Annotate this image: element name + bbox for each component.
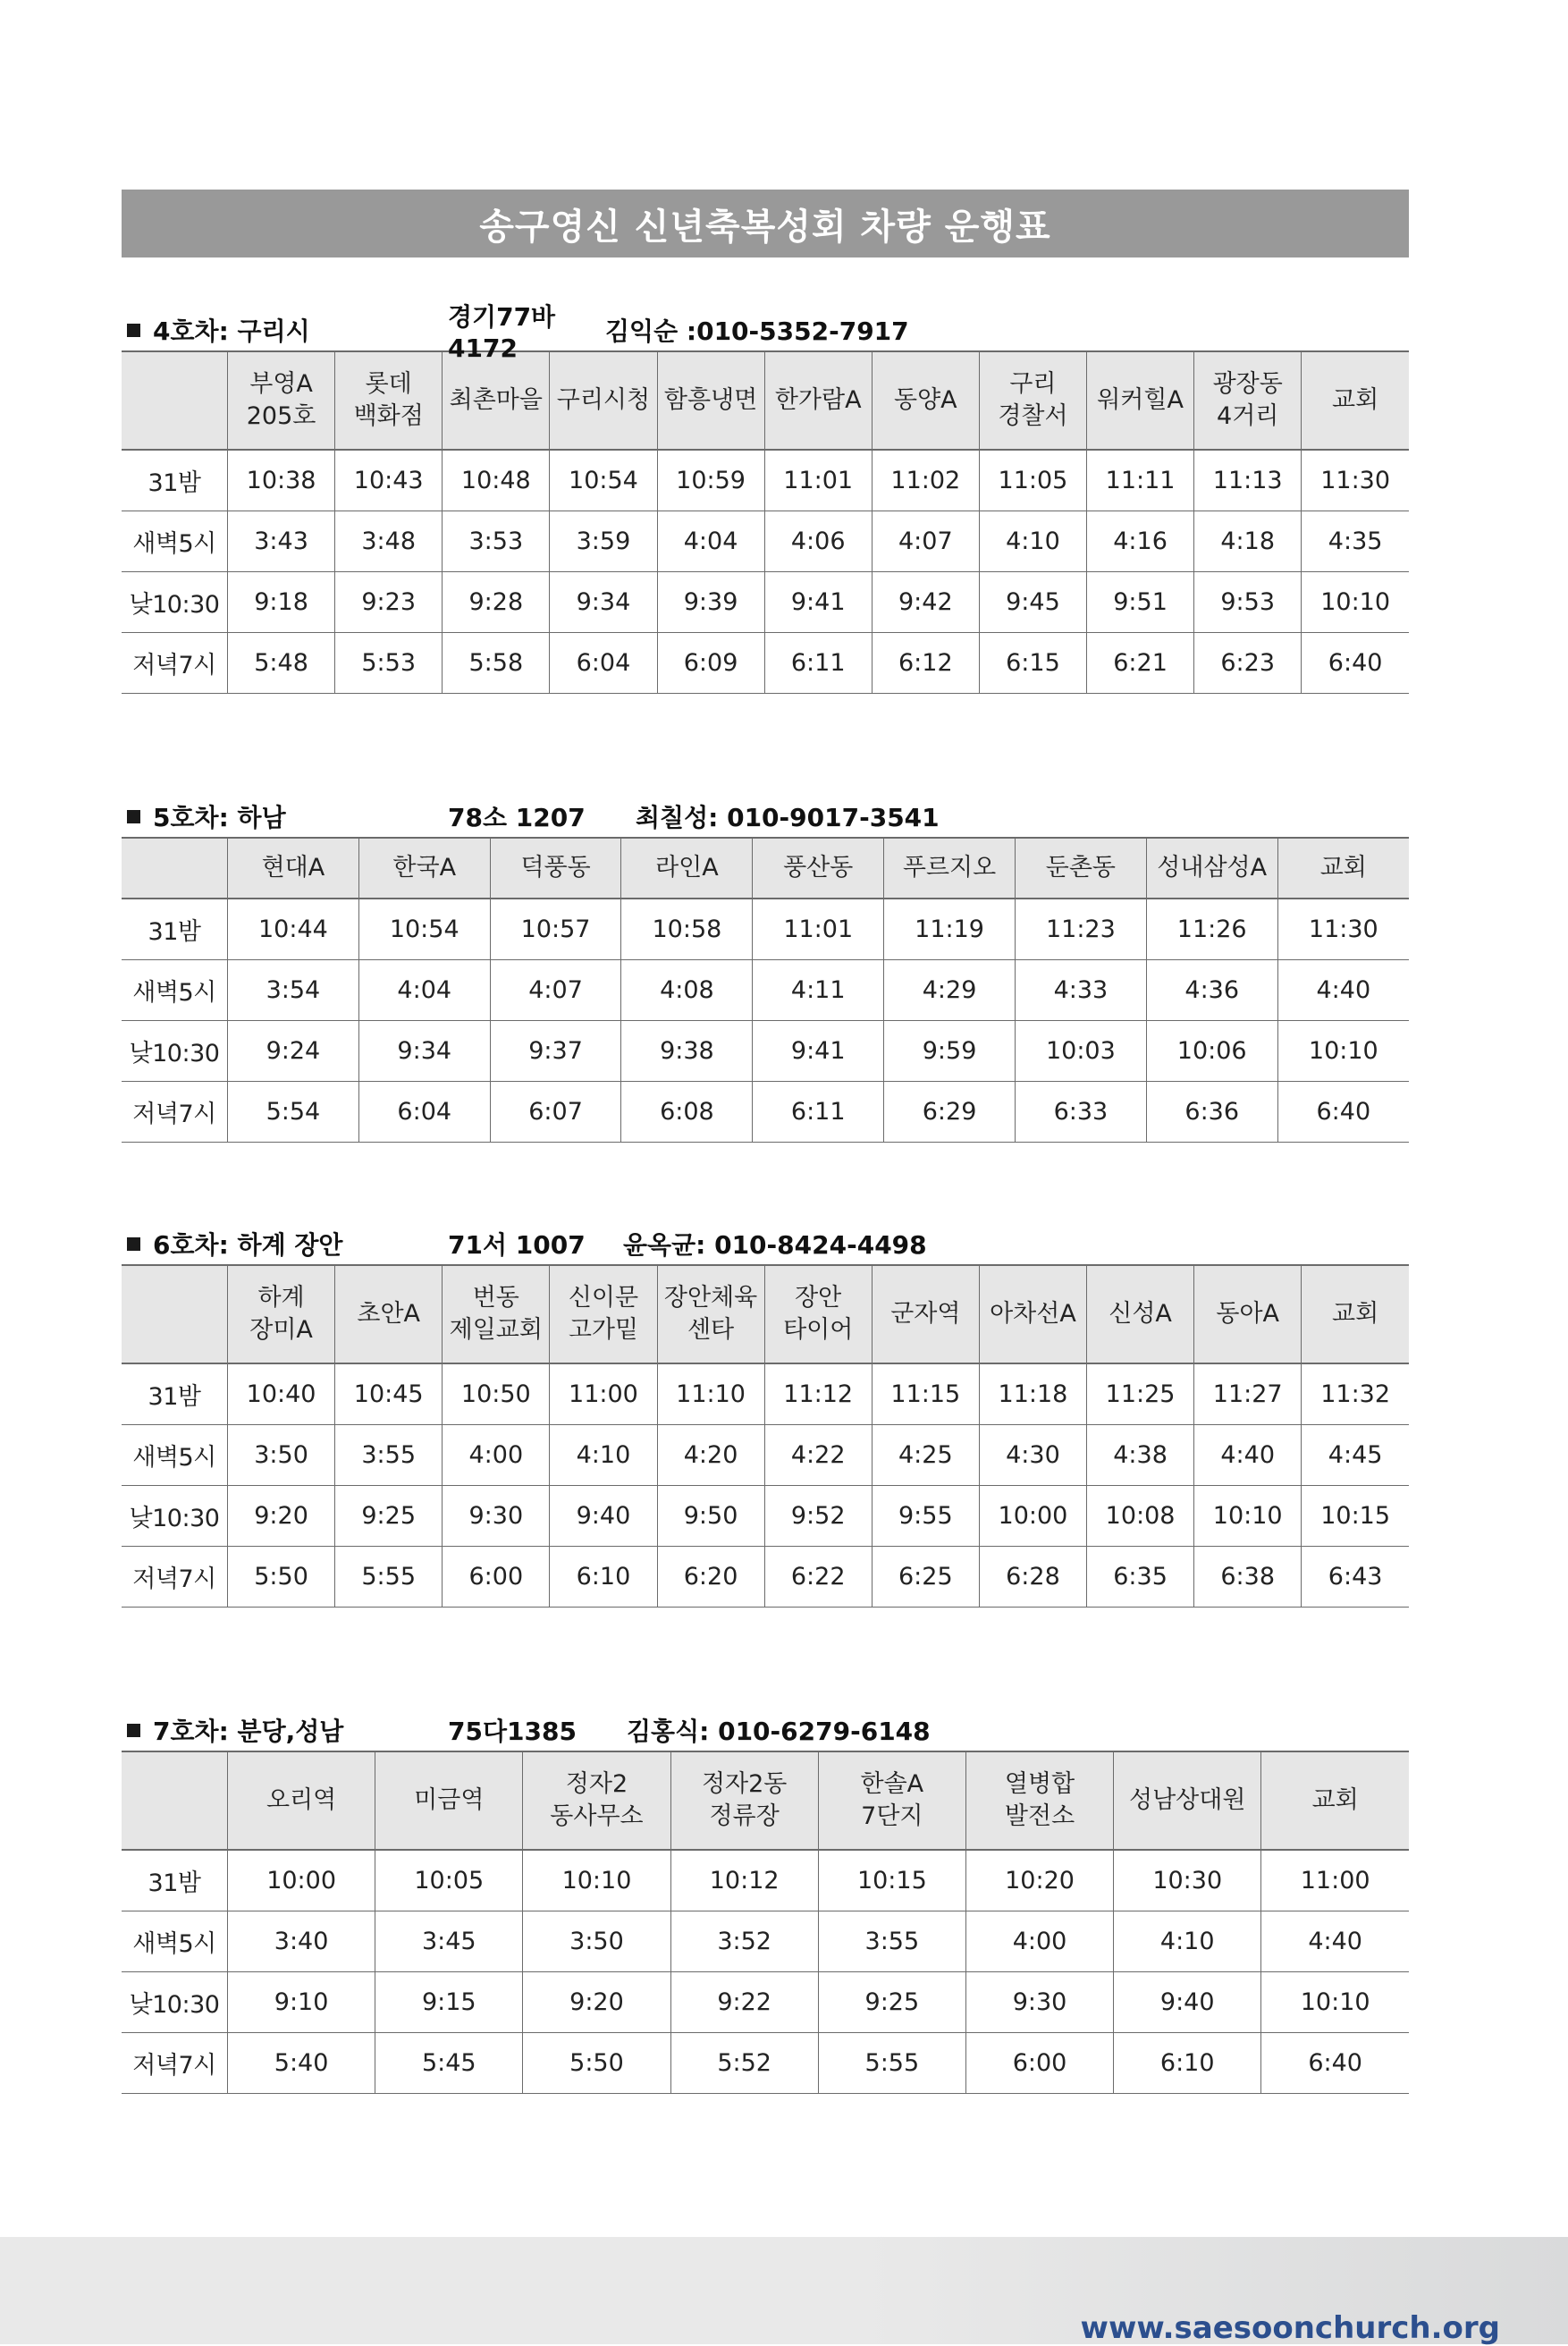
departure-time: 6:29 <box>884 1081 1016 1142</box>
table-row <box>122 959 1409 1020</box>
departure-time: 4:07 <box>490 959 621 1020</box>
departure-time: 5:58 <box>443 632 550 693</box>
departure-time: 6:43 <box>1328 1562 1383 1591</box>
departure-time: 10:10 <box>1320 587 1391 616</box>
table-row <box>122 632 1409 693</box>
header-corner-cell <box>122 1751 228 1850</box>
table-row <box>122 1020 1409 1081</box>
departure-time: 9:41 <box>753 1020 884 1081</box>
departure-time: 6:20 <box>657 1546 764 1607</box>
departure-time: 11:32 <box>1320 1380 1391 1408</box>
table-row <box>122 511 1409 571</box>
service-time-label: 새벽5시 <box>122 1424 228 1485</box>
departure-time: 6:12 <box>872 632 979 693</box>
header-corner-cell <box>122 351 228 450</box>
departure-time: 11:23 <box>1015 899 1146 959</box>
table-row <box>122 1424 1409 1485</box>
departure-time: 3:52 <box>670 1911 818 1971</box>
service-time-label: 새벽5시 <box>122 1911 228 1971</box>
departure-time: 9:30 <box>443 1485 550 1546</box>
bus-section-2 <box>122 796 1409 1143</box>
departure-time: 3:45 <box>375 1911 523 1971</box>
departure-time: 10:54 <box>358 899 490 959</box>
departure-time: 4:40 <box>1308 1927 1362 1955</box>
departure-time: 10:00 <box>228 1850 375 1911</box>
stop-name: 교회 <box>1311 1786 1359 1815</box>
departure-time: 5:55 <box>818 2032 965 2093</box>
stop-name: 하계 장미A <box>228 1265 335 1363</box>
departure-time: 3:48 <box>335 511 443 571</box>
stop-name: 풍산동 <box>753 838 884 899</box>
stop-name: 교회 <box>1319 854 1367 882</box>
driver-contact: 윤옥균: 010-8424-4498 <box>623 1230 927 1260</box>
service-time-label: 낮10:30 <box>122 1485 228 1546</box>
driver-contact: 김익순 :010-5352-7917 <box>605 316 909 346</box>
departure-time: 9:42 <box>872 571 979 632</box>
section-header <box>122 1709 1409 1751</box>
departure-time: 5:45 <box>375 2032 523 2093</box>
departure-time: 11:01 <box>753 899 884 959</box>
departure-time: 5:52 <box>670 2032 818 2093</box>
departure-time: 11:01 <box>764 450 872 511</box>
departure-time: 4:38 <box>1087 1424 1194 1485</box>
service-time-label: 낮10:30 <box>122 1971 228 2032</box>
stop-name: 성남상대원 <box>1114 1751 1261 1850</box>
service-time-label: 저녁7시 <box>122 2032 228 2093</box>
route-name: 6호차: 하계 장안 <box>153 1230 343 1260</box>
departure-time: 9:25 <box>335 1485 443 1546</box>
square-bullet-icon <box>127 1237 140 1251</box>
departure-time: 10:20 <box>965 1850 1113 1911</box>
departure-time: 6:40 <box>1328 648 1383 677</box>
departure-time: 6:11 <box>764 632 872 693</box>
stop-name: 동양A <box>872 351 979 450</box>
route-name: 5호차: 하남 <box>153 803 286 832</box>
departure-time: 9:40 <box>550 1485 657 1546</box>
stop-name: 정자2 동사무소 <box>523 1751 670 1850</box>
stop-name: 워커힐A <box>1087 351 1194 450</box>
departure-time: 10:15 <box>818 1850 965 1911</box>
departure-time: 9:51 <box>1087 571 1194 632</box>
departure-time: 5:53 <box>335 632 443 693</box>
stop-name: 아차선A <box>979 1265 1086 1363</box>
departure-time: 10:10 <box>1308 1036 1378 1065</box>
departure-time: 9:22 <box>670 1971 818 2032</box>
departure-time: 9:45 <box>979 571 1086 632</box>
departure-time: 9:10 <box>228 1971 375 2032</box>
departure-time: 10:10 <box>523 1850 670 1911</box>
vehicle-plate: 경기77바 4172 <box>448 301 556 363</box>
departure-time: 6:40 <box>1316 1097 1371 1126</box>
departure-time: 10:06 <box>1146 1020 1277 1081</box>
departure-time: 4:10 <box>1114 1911 1261 1971</box>
departure-time: 3:40 <box>228 1911 375 1971</box>
departure-time: 5:48 <box>228 632 335 693</box>
departure-time: 3:55 <box>818 1911 965 1971</box>
departure-time: 4:20 <box>657 1424 764 1485</box>
stop-name: 초안A <box>335 1265 443 1363</box>
table-row <box>122 1546 1409 1607</box>
stop-name: 함흥냉면 <box>657 351 764 450</box>
stop-name: 장안체육 센타 <box>657 1265 764 1363</box>
stop-name: 덕풍동 <box>490 838 621 899</box>
departure-time: 11:10 <box>657 1363 764 1424</box>
departure-time: 10:40 <box>228 1363 335 1424</box>
departure-time: 10:00 <box>979 1485 1086 1546</box>
departure-time: 6:40 <box>1308 2048 1362 2077</box>
table-row <box>122 450 1409 511</box>
departure-time: 10:43 <box>335 450 443 511</box>
departure-time: 11:26 <box>1146 899 1277 959</box>
departure-time: 11:19 <box>884 899 1016 959</box>
departure-time: 6:15 <box>979 632 1086 693</box>
departure-time: 11:30 <box>1308 915 1378 943</box>
departure-time: 6:10 <box>1114 2032 1261 2093</box>
departure-time: 10:15 <box>1320 1501 1391 1530</box>
departure-time: 6:21 <box>1087 632 1194 693</box>
departure-time: 4:16 <box>1087 511 1194 571</box>
footer-url[interactable]: www.saesoonchurch.org <box>1080 2310 1500 2346</box>
table-row <box>122 1971 1409 2032</box>
stop-name: 열병합 발전소 <box>965 1751 1113 1850</box>
departure-time: 9:52 <box>764 1485 872 1546</box>
departure-time: 4:30 <box>979 1424 1086 1485</box>
stop-header-row <box>122 1265 1409 1363</box>
stop-header-row <box>122 838 1409 899</box>
departure-time: 9:34 <box>358 1020 490 1081</box>
departure-time: 11:25 <box>1087 1363 1194 1424</box>
departure-time: 4:11 <box>753 959 884 1020</box>
departure-time: 6:08 <box>621 1081 753 1142</box>
departure-time: 10:44 <box>228 899 359 959</box>
departure-time: 6:23 <box>1194 632 1302 693</box>
route-name: 7호차: 분당,성남 <box>153 1717 344 1746</box>
departure-time: 11:00 <box>550 1363 657 1424</box>
departure-time: 9:34 <box>550 571 657 632</box>
service-time-label: 저녁7시 <box>122 1081 228 1142</box>
stop-name: 정자2동 정류장 <box>670 1751 818 1850</box>
departure-time: 6:22 <box>764 1546 872 1607</box>
departure-time: 5:50 <box>228 1546 335 1607</box>
section-header <box>122 1223 1409 1264</box>
departure-time: 4:40 <box>1316 975 1371 1004</box>
table-row <box>122 1850 1409 1911</box>
departure-time: 4:33 <box>1015 959 1146 1020</box>
departure-time: 9:40 <box>1114 1971 1261 2032</box>
departure-time: 11:00 <box>1300 1866 1370 1895</box>
header-corner-cell <box>122 838 228 899</box>
service-time-label: 낮10:30 <box>122 571 228 632</box>
departure-time: 6:04 <box>358 1081 490 1142</box>
departure-time: 4:29 <box>884 959 1016 1020</box>
stop-name: 한국A <box>358 838 490 899</box>
departure-time: 11:02 <box>872 450 979 511</box>
departure-time: 11:30 <box>1320 466 1391 494</box>
stop-name: 신성A <box>1087 1265 1194 1363</box>
departure-time: 6:38 <box>1194 1546 1302 1607</box>
departure-time: 5:54 <box>228 1081 359 1142</box>
schedule-table <box>122 1264 1409 1608</box>
departure-time: 4:00 <box>965 1911 1113 1971</box>
departure-time: 9:37 <box>490 1020 621 1081</box>
departure-time: 4:35 <box>1328 527 1383 555</box>
bus-section-4 <box>122 1709 1409 2094</box>
departure-time: 11:05 <box>979 450 1086 511</box>
vehicle-plate: 78소 1207 <box>448 803 586 832</box>
service-time-label: 새벽5시 <box>122 959 228 1020</box>
departure-time: 10:59 <box>657 450 764 511</box>
departure-time: 11:12 <box>764 1363 872 1424</box>
stop-name: 교회 <box>1332 386 1379 415</box>
schedule-table <box>122 350 1409 694</box>
service-time-label: 새벽5시 <box>122 511 228 571</box>
table-row <box>122 571 1409 632</box>
departure-time: 4:04 <box>358 959 490 1020</box>
departure-time: 4:10 <box>550 1424 657 1485</box>
departure-time: 9:15 <box>375 1971 523 2032</box>
departure-time: 9:20 <box>228 1485 335 1546</box>
departure-time: 3:53 <box>443 511 550 571</box>
stop-name: 교회 <box>1332 1300 1379 1329</box>
square-bullet-icon <box>127 1724 140 1737</box>
service-time-label: 31밤 <box>122 899 228 959</box>
departure-time: 4:04 <box>657 511 764 571</box>
service-time-label: 낮10:30 <box>122 1020 228 1081</box>
departure-time: 4:22 <box>764 1424 872 1485</box>
stop-name: 최촌마을 <box>443 351 550 450</box>
vehicle-plate: 75다1385 <box>448 1717 577 1746</box>
table-row <box>122 1911 1409 1971</box>
service-time-label: 31밤 <box>122 1850 228 1911</box>
table-row <box>122 1081 1409 1142</box>
departure-time: 4:07 <box>872 511 979 571</box>
departure-time: 4:25 <box>872 1424 979 1485</box>
departure-time: 10:48 <box>443 450 550 511</box>
stop-name: 오리역 <box>228 1751 375 1850</box>
stop-name: 번동 제일교회 <box>443 1265 550 1363</box>
departure-time: 10:58 <box>621 899 753 959</box>
stop-name: 한솔A 7단지 <box>818 1751 965 1850</box>
departure-time: 11:13 <box>1194 450 1302 511</box>
departure-time: 10:38 <box>228 450 335 511</box>
departure-time: 11:15 <box>872 1363 979 1424</box>
driver-contact: 김홍식: 010-6279-6148 <box>627 1717 931 1746</box>
stop-name: 장안 타이어 <box>764 1265 872 1363</box>
departure-time: 9:20 <box>523 1971 670 2032</box>
departure-time: 9:55 <box>872 1485 979 1546</box>
departure-time: 5:50 <box>523 2032 670 2093</box>
stop-name: 푸르지오 <box>884 838 1016 899</box>
stop-name: 광장동 4거리 <box>1194 351 1302 450</box>
departure-time: 6:35 <box>1087 1546 1194 1607</box>
header-corner-cell <box>122 1265 228 1363</box>
stop-name: 부영A 205호 <box>228 351 335 450</box>
departure-time: 6:00 <box>965 2032 1113 2093</box>
stop-name: 군자역 <box>872 1265 979 1363</box>
departure-time: 3:54 <box>228 959 359 1020</box>
table-row <box>122 2032 1409 2093</box>
departure-time: 3:50 <box>228 1424 335 1485</box>
departure-time: 4:10 <box>979 511 1086 571</box>
departure-time: 11:11 <box>1087 450 1194 511</box>
departure-time: 6:10 <box>550 1546 657 1607</box>
departure-time: 4:06 <box>764 511 872 571</box>
departure-time: 11:27 <box>1194 1363 1302 1424</box>
departure-time: 11:18 <box>979 1363 1086 1424</box>
stop-name: 신이문 고가밑 <box>550 1265 657 1363</box>
stop-name: 미금역 <box>375 1751 523 1850</box>
departure-time: 3:55 <box>335 1424 443 1485</box>
square-bullet-icon <box>127 810 140 823</box>
departure-time: 4:00 <box>443 1424 550 1485</box>
departure-time: 10:30 <box>1114 1850 1261 1911</box>
departure-time: 10:08 <box>1087 1485 1194 1546</box>
stop-name: 구리 경찰서 <box>979 351 1086 450</box>
schedule-table <box>122 837 1409 1143</box>
departure-time: 6:11 <box>753 1081 884 1142</box>
departure-time: 6:07 <box>490 1081 621 1142</box>
departure-time: 9:18 <box>228 571 335 632</box>
stop-name: 동아A <box>1194 1265 1302 1363</box>
departure-time: 6:04 <box>550 632 657 693</box>
departure-time: 10:03 <box>1015 1020 1146 1081</box>
departure-time: 9:24 <box>228 1020 359 1081</box>
section-header <box>122 301 1409 363</box>
departure-time: 9:50 <box>657 1485 764 1546</box>
table-row <box>122 1485 1409 1546</box>
departure-time: 6:25 <box>872 1546 979 1607</box>
stop-header-row <box>122 1751 1409 1850</box>
section-header <box>122 796 1409 837</box>
route-name: 4호차: 구리시 <box>153 316 310 346</box>
departure-time: 9:25 <box>818 1971 965 2032</box>
departure-time: 10:05 <box>375 1850 523 1911</box>
departure-time: 6:28 <box>979 1546 1086 1607</box>
departure-time: 10:45 <box>335 1363 443 1424</box>
departure-time: 5:40 <box>228 2032 375 2093</box>
departure-time: 9:41 <box>764 571 872 632</box>
departure-time: 3:50 <box>523 1911 670 1971</box>
service-time-label: 31밤 <box>122 1363 228 1424</box>
departure-time: 3:59 <box>550 511 657 571</box>
table-row <box>122 899 1409 959</box>
bus-section-3 <box>122 1223 1409 1608</box>
driver-contact: 최칠성: 010-9017-3541 <box>636 803 940 832</box>
stop-name: 한가람A <box>764 351 872 450</box>
service-time-label: 31밤 <box>122 450 228 511</box>
departure-time: 9:38 <box>621 1020 753 1081</box>
departure-time: 10:12 <box>670 1850 818 1911</box>
departure-time: 4:40 <box>1194 1424 1302 1485</box>
stop-name: 성내삼성A <box>1146 838 1277 899</box>
departure-time: 9:23 <box>335 571 443 632</box>
stop-name: 라인A <box>621 838 753 899</box>
bus-section-1 <box>122 301 1409 694</box>
departure-time: 9:53 <box>1194 571 1302 632</box>
departure-time: 4:18 <box>1194 511 1302 571</box>
departure-time: 3:43 <box>228 511 335 571</box>
departure-time: 9:30 <box>965 1971 1113 2032</box>
service-time-label: 저녁7시 <box>122 632 228 693</box>
departure-time: 5:55 <box>335 1546 443 1607</box>
departure-time: 6:36 <box>1146 1081 1277 1142</box>
departure-time: 4:36 <box>1146 959 1277 1020</box>
departure-time: 6:00 <box>443 1546 550 1607</box>
stop-name: 현대A <box>228 838 359 899</box>
departure-time: 9:28 <box>443 571 550 632</box>
departure-time: 10:57 <box>490 899 621 959</box>
departure-time: 10:10 <box>1300 1987 1370 2016</box>
departure-time: 6:33 <box>1015 1081 1146 1142</box>
square-bullet-icon <box>127 324 140 337</box>
vehicle-plate: 71서 1007 <box>448 1230 586 1260</box>
page-title: 송구영신 신년축복성회 차량 운행표 <box>122 190 1409 257</box>
stop-name: 둔촌동 <box>1015 838 1146 899</box>
stop-name: 구리시청 <box>550 351 657 450</box>
departure-time: 6:09 <box>657 632 764 693</box>
service-time-label: 저녁7시 <box>122 1546 228 1607</box>
departure-time: 10:50 <box>443 1363 550 1424</box>
departure-time: 10:10 <box>1194 1485 1302 1546</box>
departure-time: 10:54 <box>550 450 657 511</box>
departure-time: 9:59 <box>884 1020 1016 1081</box>
departure-time: 9:39 <box>657 571 764 632</box>
schedule-table <box>122 1751 1409 2094</box>
stop-name: 롯데 백화점 <box>335 351 443 450</box>
stop-header-row <box>122 351 1409 450</box>
table-row <box>122 1363 1409 1424</box>
departure-time: 4:08 <box>621 959 753 1020</box>
departure-time: 4:45 <box>1328 1440 1383 1469</box>
